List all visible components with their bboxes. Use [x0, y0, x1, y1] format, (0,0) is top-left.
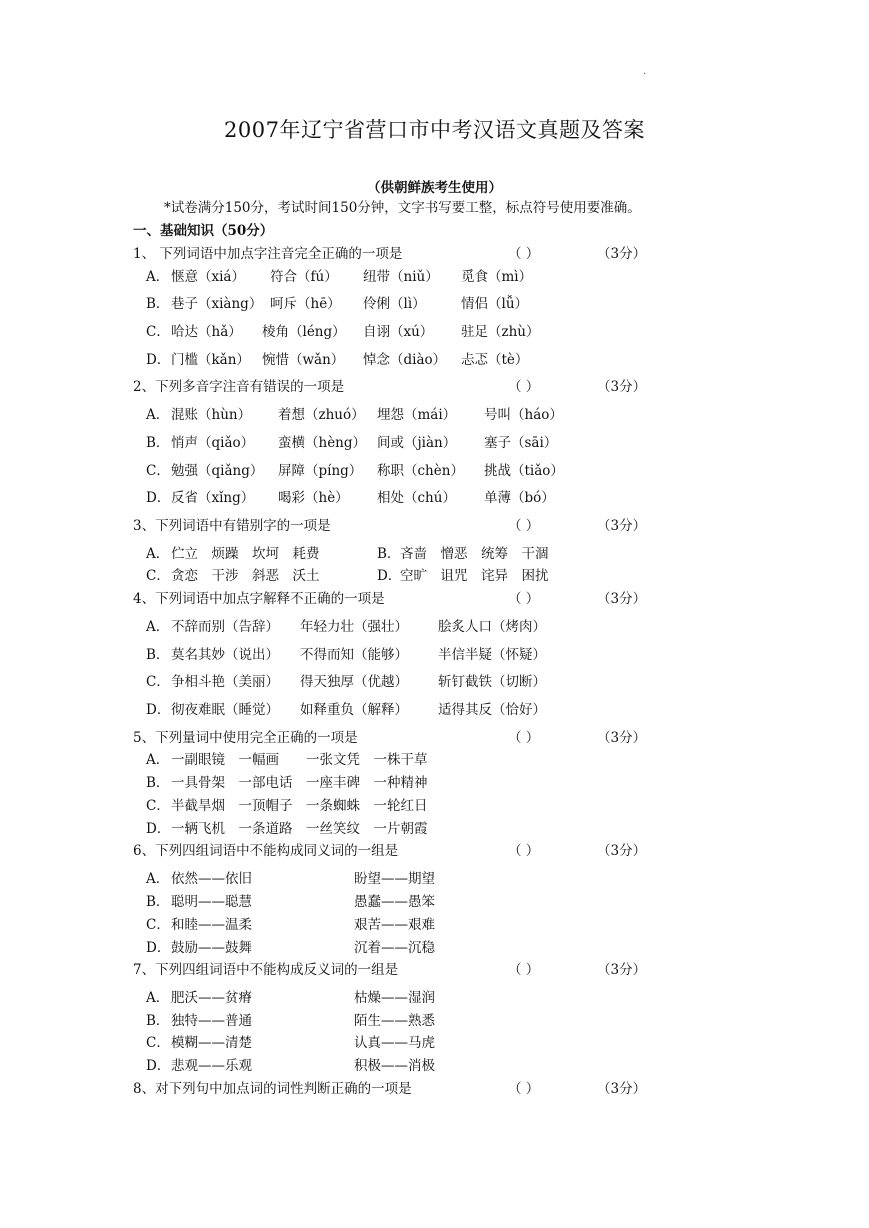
- question-4-stem: 4、下列词语中加点字解释不正确的一项是: [133, 591, 385, 607]
- question-5-stem: 5、下列量词中使用完全正确的一项是: [133, 730, 358, 746]
- question-3-stem: 3、下列词语中有错别字的一项是: [133, 518, 331, 534]
- question-score: （3分）: [597, 591, 647, 607]
- answer-blank: （ ）: [508, 1081, 540, 1097]
- question-2-stem: 2、下列多音字注音有错误的一项是: [133, 379, 345, 395]
- answer-blank: （ ）: [508, 730, 540, 746]
- question-score: （3分）: [597, 843, 647, 859]
- question-score: （3分）: [597, 730, 647, 746]
- question-6-stem: 6、下列四组词语中不能构成同义词的一组是: [133, 843, 399, 859]
- answer-blank: （ ）: [508, 962, 540, 978]
- question-score: （3分）: [597, 962, 647, 978]
- question-score: （3分）: [597, 518, 647, 534]
- answer-blank: （ ）: [508, 246, 540, 262]
- answer-blank: （ ）: [508, 379, 540, 395]
- page-subtitle: （供朝鲜族考生使用）: [367, 180, 502, 196]
- question-score: （3分）: [597, 246, 647, 262]
- exam-note: *试卷满分150分，考试时间150分钟，文字书写要工整，标点符号使用要准确。: [164, 200, 641, 216]
- question-score: （3分）: [597, 1081, 647, 1097]
- answer-blank: （ ）: [508, 518, 540, 534]
- question-score: （3分）: [597, 379, 647, 395]
- header-dot: .: [643, 66, 647, 77]
- answer-blank: （ ）: [508, 843, 540, 859]
- question-7-stem: 7、下列四组词语中不能构成反义词的一组是: [133, 962, 399, 978]
- page-title: 2007年辽宁省营口市中考汉语文真题及答案: [224, 118, 645, 142]
- section-heading: 一、基础知识（50分）: [133, 223, 274, 239]
- answer-blank: （ ）: [508, 591, 540, 607]
- question-1-stem: 1、 下列词语中加点字注音完全正确的一项是: [133, 246, 403, 262]
- question-8-stem: 8、对下列句中加点词的词性判断正确的一项是: [133, 1081, 412, 1097]
